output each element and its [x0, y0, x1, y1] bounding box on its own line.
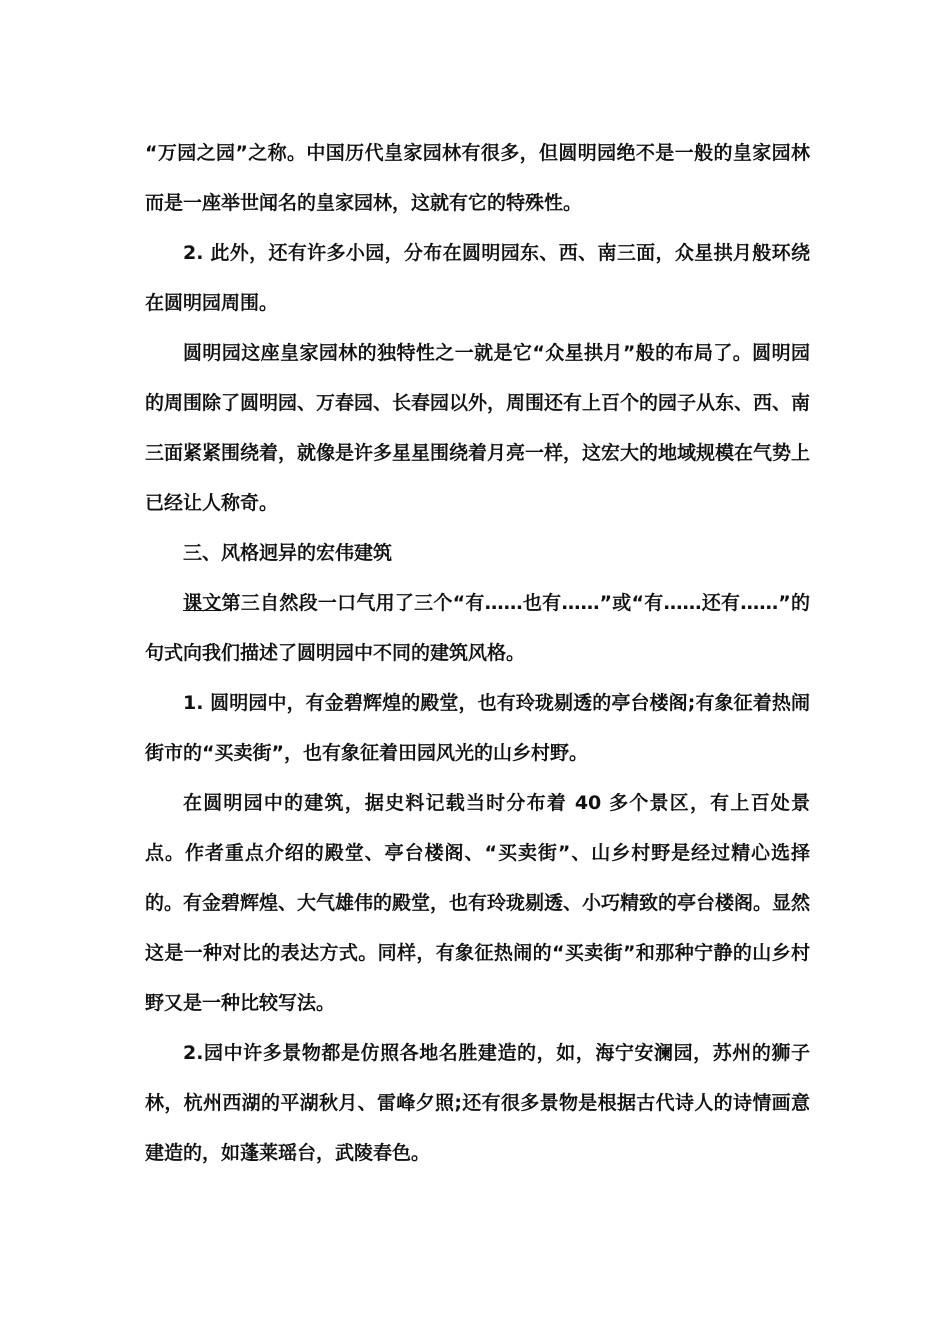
paragraph-8: 2.园中许多景物都是仿照各地名胜建造的，如，海宁安澜园，苏州的狮子林，杭州西湖的平湖秋月、雷峰夕照;还有很多景物是根据古代诗人的诗情画意建造的，如蓬莱瑶台，武陵春色。 — [145, 1042, 810, 1164]
section-heading: 三、风格迥异的宏伟建筑 — [183, 542, 393, 564]
paragraph-1: “万园之园”之称。中国历代皇家园林有很多，但圆明园绝不是一般的皇家园林而是一座举世闻名的皇家园林，这就有它的特殊性。 — [145, 142, 810, 214]
underlined-word: 课文 — [183, 592, 222, 614]
paragraph-6: 1. 圆明园中，有金碧辉煌的殿堂，也有玲珑剔透的亭台楼阁;有象征着热闹街市的“买卖街”，也有象征着田园风光的山乡村野。 — [145, 692, 810, 764]
paragraph-5 — [145, 578, 810, 678]
paragraph-7: 在圆明园中的建筑，据史料记载当时分布着 40 多个景区，有上百处景点。作者重点介绍的殿堂、亭台楼阁、“买卖街”、山乡村野是经过精心选择的。有金碧辉煌、大气雄伟的殿堂，也有玲珑剔透、小巧精致的亭台楼阁。显然这是一种对比的表达方式。同样，有象征热闹的“买卖街”和那种宁静的山乡村野又是一种比较写法。 — [145, 792, 811, 1014]
paragraph-3: 圆明园这座皇家园林的独特性之一就是它“众星拱月”般的布局了。圆明园的周围除了圆明园、万春园、长春园以外，周围还有上百个的园子从东、西、南三面紧紧围绕着，就像是许多星星围绕着月亮一样，这宏大的地域规模在气势上已经让人称奇。 — [145, 342, 811, 514]
document-page — [145, 128, 810, 1178]
paragraph-5-text: 第三自然段一口气用了三个“有……也有……”或“有……还有……”的句式向我们描述了圆明园中不同的建筑风格。 — [145, 592, 810, 664]
paragraph-2: 2. 此外，还有许多小园，分布在圆明园东、西、南三面，众星拱月般环绕在圆明园周围。 — [145, 242, 810, 314]
